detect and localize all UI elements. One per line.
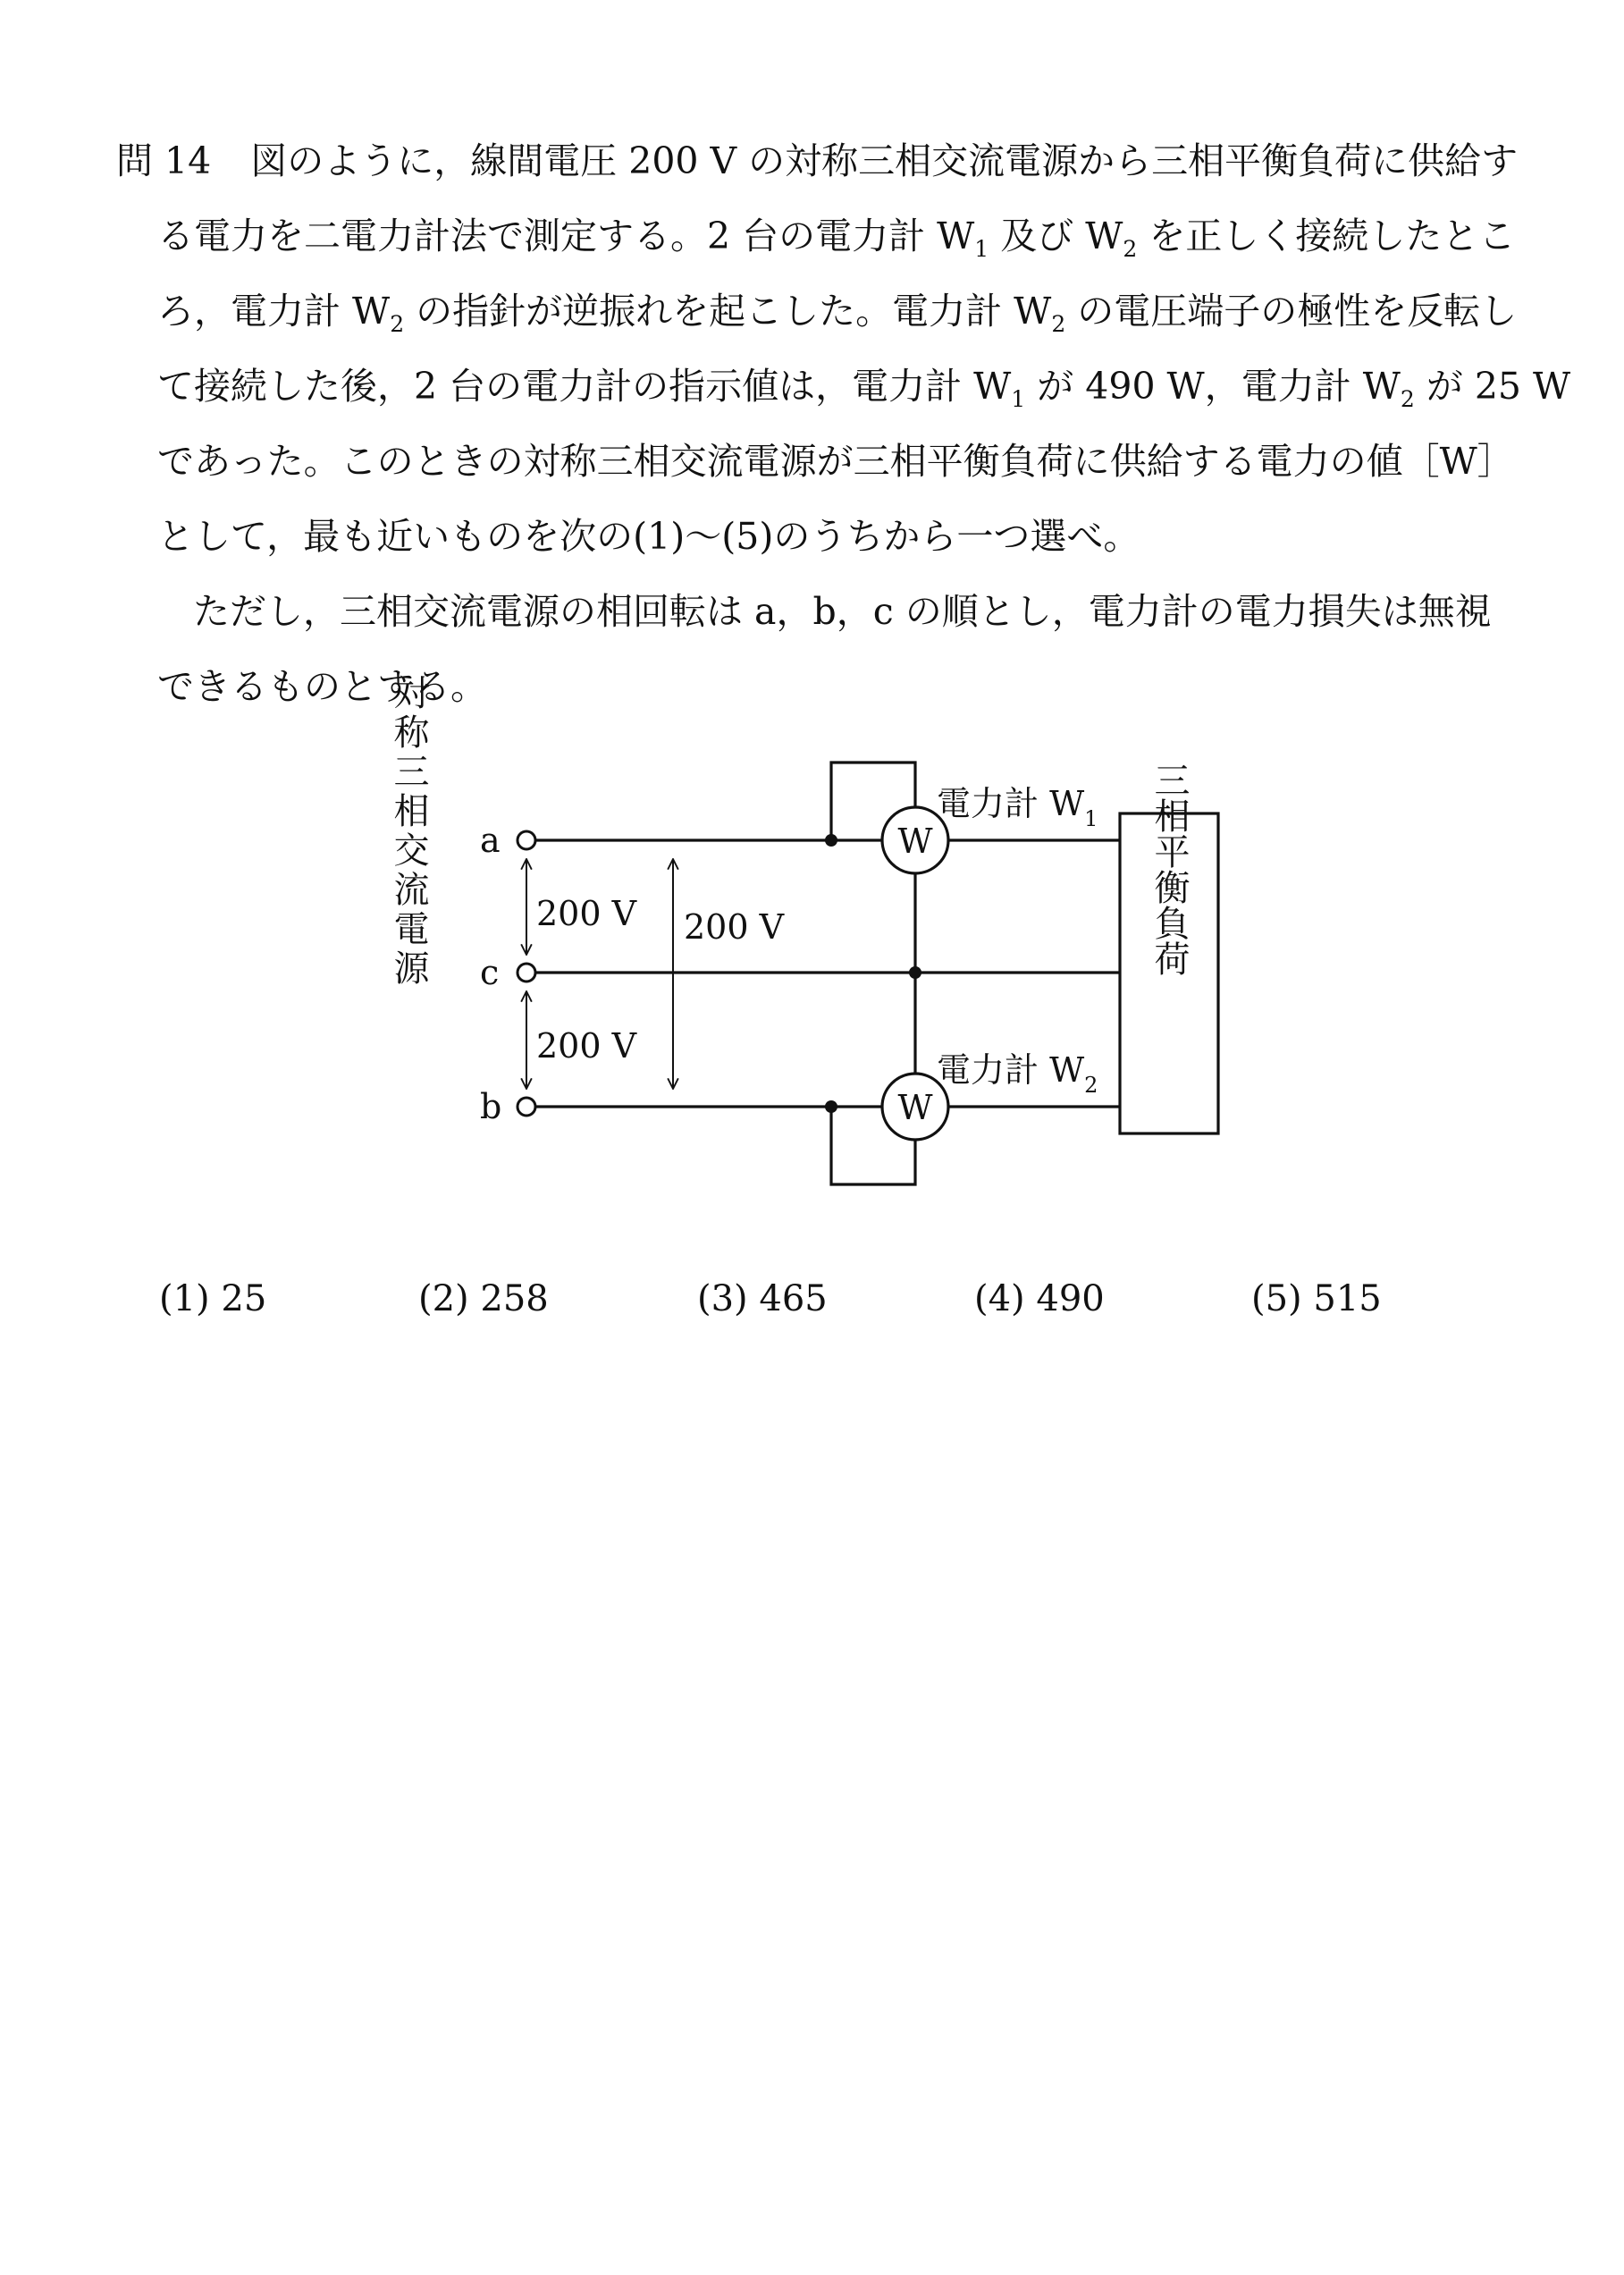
junction-dot [909, 966, 921, 979]
meter2-label: 電力計 $W_2$ [937, 1050, 1098, 1098]
voltage-ac: 200 V [536, 894, 637, 933]
answer-option-4[interactable]: (4) 490 [974, 1278, 1105, 1319]
answer-option-1[interactable]: (1) 25 [159, 1278, 267, 1319]
answer-option-2[interactable]: (2) 258 [418, 1278, 549, 1319]
terminal-c [517, 964, 535, 982]
junction-dot [825, 1100, 837, 1113]
answer-option-5[interactable]: (5) 515 [1251, 1278, 1382, 1319]
terminal-a [517, 831, 535, 849]
load-label: 三相平衡負荷 [1149, 762, 1190, 976]
q-line-2: る電力を二電力計法で測定する。2 台の電力計 $W_1$ 及び $W_2$ を正しく接続したとこ [157, 215, 1516, 262]
wiring [535, 763, 1120, 1184]
wattmeter-w1-symbol: W [897, 822, 933, 861]
q-line-5: であった。このときの対称三相交流電源が三相平衡負荷に供給する電力の値［W］ [157, 440, 1514, 483]
answer-option-3[interactable]: (3) 465 [697, 1278, 828, 1319]
q-line-8: できるものとする。 [157, 665, 487, 708]
meter1-label: 電力計 $W_1$ [937, 784, 1098, 831]
terminal-b-label: b [480, 1087, 502, 1126]
terminal-c-label: c [480, 953, 500, 992]
terminal-b [517, 1098, 535, 1116]
q-line-7: ただし，三相交流電源の相回転は a，b，c の順とし，電力計の電力損失は無視 [193, 590, 1492, 633]
wattmeter-w2-symbol: W [897, 1088, 933, 1127]
terminal-a-label: a [480, 821, 501, 860]
voltage-cb: 200 V [536, 1026, 637, 1066]
q-line-6: として，最も近いものを次の(1)～(5)のうちから一つ選べ。 [157, 515, 1140, 558]
junction-dot [825, 834, 837, 847]
voltage-ab: 200 V [684, 907, 785, 947]
q-line-4: て接続した後，2 台の電力計の指示値は，電力計 $W_1$ が 490 W，電力計 $W_2$ が 25 W [157, 365, 1571, 412]
question-number: 問 14 [116, 139, 212, 182]
q-line-3: ろ，電力計 $W_2$ の指針が逆振れを起こした。電力計 $W_2$ の電圧端子の極性を反転し [157, 290, 1518, 337]
q-line-1: 問 14 図のように，線間電圧 200 V の対称三相交流電源から三相平衡負荷に供給す [116, 139, 1519, 182]
source-label: 対称三相交流電源 [388, 674, 429, 989]
